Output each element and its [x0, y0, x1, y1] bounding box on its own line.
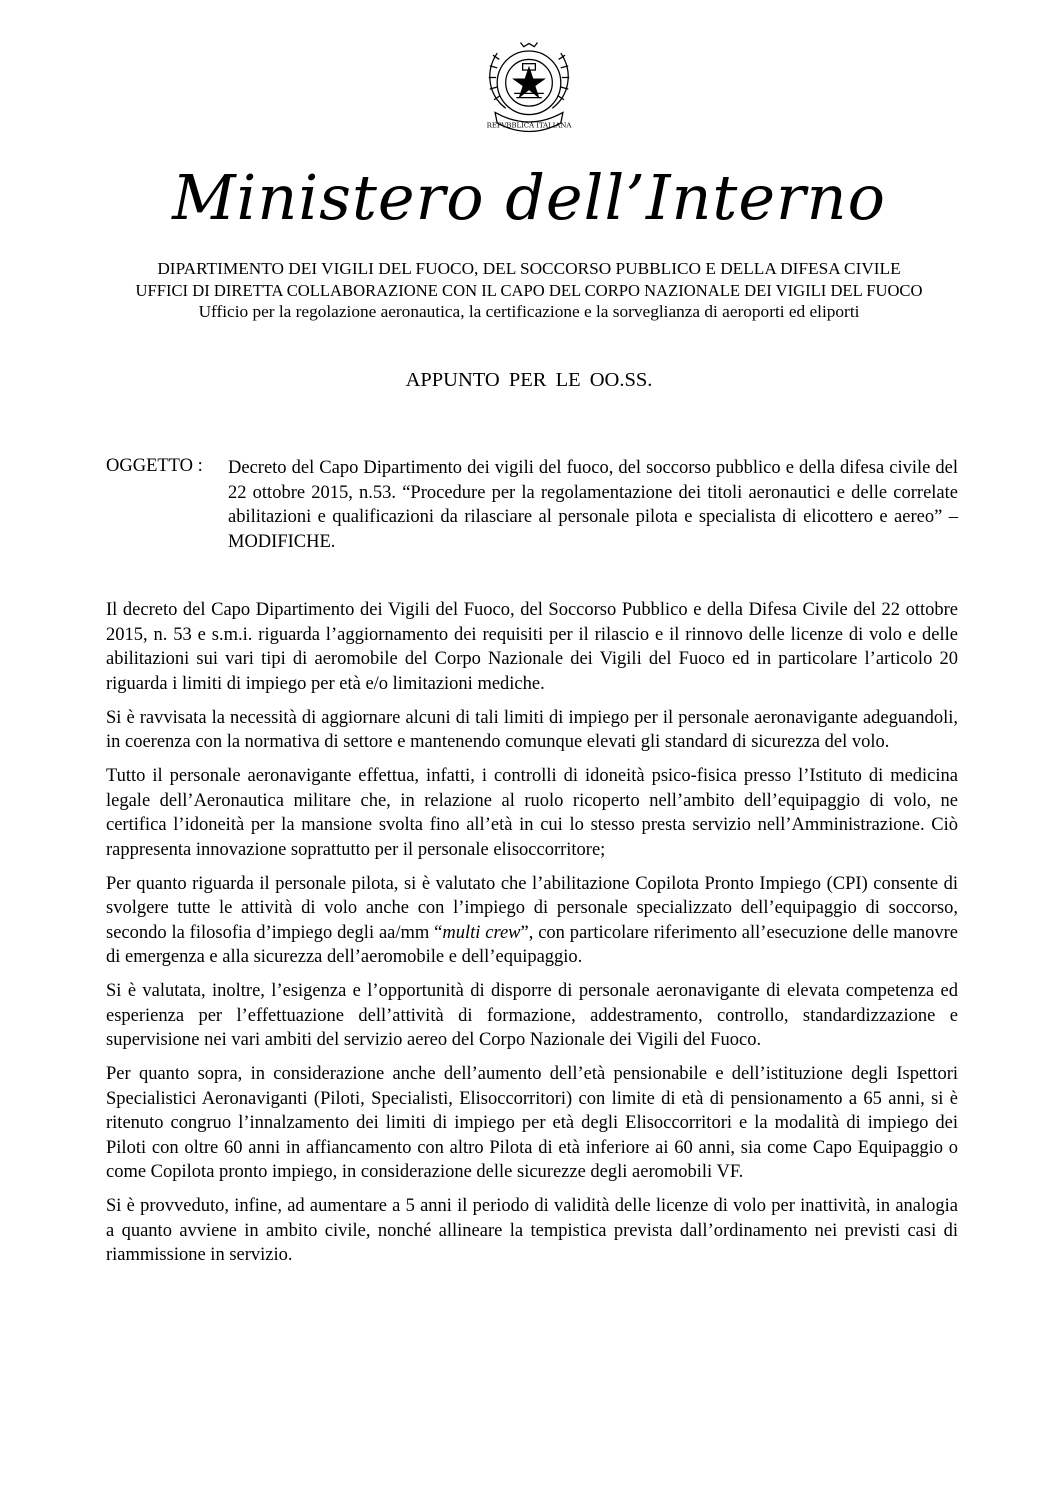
paragraph-4-italic: multi crew	[442, 922, 521, 943]
paragraph-4-text-b: ”, con particolare riferimento all’esecuzione delle manovre di emergenza e alla sicurezza dell’aeromobile e dell’equipaggio.	[106, 922, 958, 968]
body-text	[106, 598, 958, 1277]
department-line-3: Ufficio per la regolazione aeronautica, la certificazione e la sorveglianza di aeroporti ed eliporti	[198, 302, 860, 321]
emblem-motto: REPVBBLICA ITALIANA	[486, 121, 572, 130]
subject-text: Decreto del Capo Dipartimento dei vigili del fuoco, del soccorso pubblico e della difesa civile del 22 ottobre 2015, n.53. “Procedure per la regolamentazione dei titoli aeronautici e delle correlate abilitazioni e qualificazioni da rilasciare al personale pilota e specialista di elicottero e aereo” – MODIFICHE.	[228, 458, 958, 552]
paragraph-6: Per quanto sopra, in considerazione anche dell’aumento dell’età pensionabile e dell’istituzione degli Ispettori Specialistici Aeronaviganti (Piloti, Specialisti, Elisoccorritori) con limite di età di pensionamento a 65 anni, si è ritenuto congruo l’innalzamento dei limiti di impiego per età degli Elisoccorritori e la modalità di impiego dei Piloti con oltre 60 anni in affiancamento con altro Pilota di età inferiore ai 60 anni, sia come Capo Equipaggio o come Copilota pronto impiego, in considerazione delle sicurezze degli aeromobili VF.	[106, 1064, 958, 1183]
paragraph-7: Si è provveduto, infine, ad aumentare a 5 anni il periodo di validità delle licenze di volo per inattività, in analogia a quanto avviene in ambito civile, nonché allineare la tempistica prevista dall’ordinamento nei previsti casi di riammissione in servizio.	[106, 1196, 958, 1266]
paragraph-5: Si è valutata, inoltre, l’esigenza e l’opportunità di disporre di personale aeronavigante di elevata competenza ed esperienza per l’effettuazione dell’attività di formazione, addestramento, controllo, standardizzazione e supervisione nei vari ambiti del servizio aereo del Corpo Nazionale dei Vigili del Fuoco.	[106, 981, 958, 1051]
ministry-name: Ministero dell’Interno	[172, 161, 886, 234]
paragraph-4	[106, 872, 958, 970]
department-line-2: UFFICI DI DIRETTA COLLABORAZIONE CON IL CAPO DEL CORPO NAZIONALE DEI VIGILI DEL FUOCO	[135, 281, 923, 300]
italian-republic-emblem-icon	[476, 34, 582, 140]
paragraph-2: Si è ravvisata la necessità di aggiornare alcuni di tali limiti di impiego per il personale aeronavigante adeguandoli, in coerenza con la normativa di settore e mantenendo comunque elevati gli standard di sicurezza del volo.	[106, 707, 958, 753]
subject-label: OGGETTO :	[106, 456, 203, 476]
paragraph-4-text-a: Per quanto riguarda il personale pilota, si è valutato che l’abilitazione Copilota Pronto Impiego (CPI) consente di svolgere tutte le attività di volo anche con l’impiego di personale specializzato dell’equipaggio di soccorso, secondo la filosofia d’impiego degli aa/mm “	[106, 873, 958, 943]
document-title: APPUNTO PER LE OO.SS.	[405, 369, 653, 391]
paragraph-1: Il decreto del Capo Dipartimento dei Vigili del Fuoco, del Soccorso Pubblico e della Difesa Civile del 22 ottobre 2015, n. 53 e s.m.i. riguarda l’aggiornamento dei requisiti per il rilascio e il rinnovo delle licenze di volo e delle abilitazioni sui vari tipi di aeromobile del Corpo Nazionale dei Vigili del Fuoco ed in particolare l’articolo 20 riguarda i limiti di impiego per età e/o limitazioni mediche.	[106, 600, 958, 694]
paragraph-3: Tutto il personale aeronavigante effettua, infatti, i controlli di idoneità psico-fisica presso l’Istituto di medicina legale dell’Aeronautica militare che, in relazione al ruolo ricoperto nell’ambito dell’equipaggio di volo, ne certifica l’idoneità per la mansione svolta fino all’età in cui lo stesso presta servizio nell’Amministrazione. Ciò rappresenta innovazione soprattutto per il personale elisoccorritore;	[106, 765, 958, 860]
department-line-1: DIPARTIMENTO DEI VIGILI DEL FUOCO, DEL SOCCORSO PUBBLICO E DELLA DIFESA CIVILE	[157, 259, 901, 278]
